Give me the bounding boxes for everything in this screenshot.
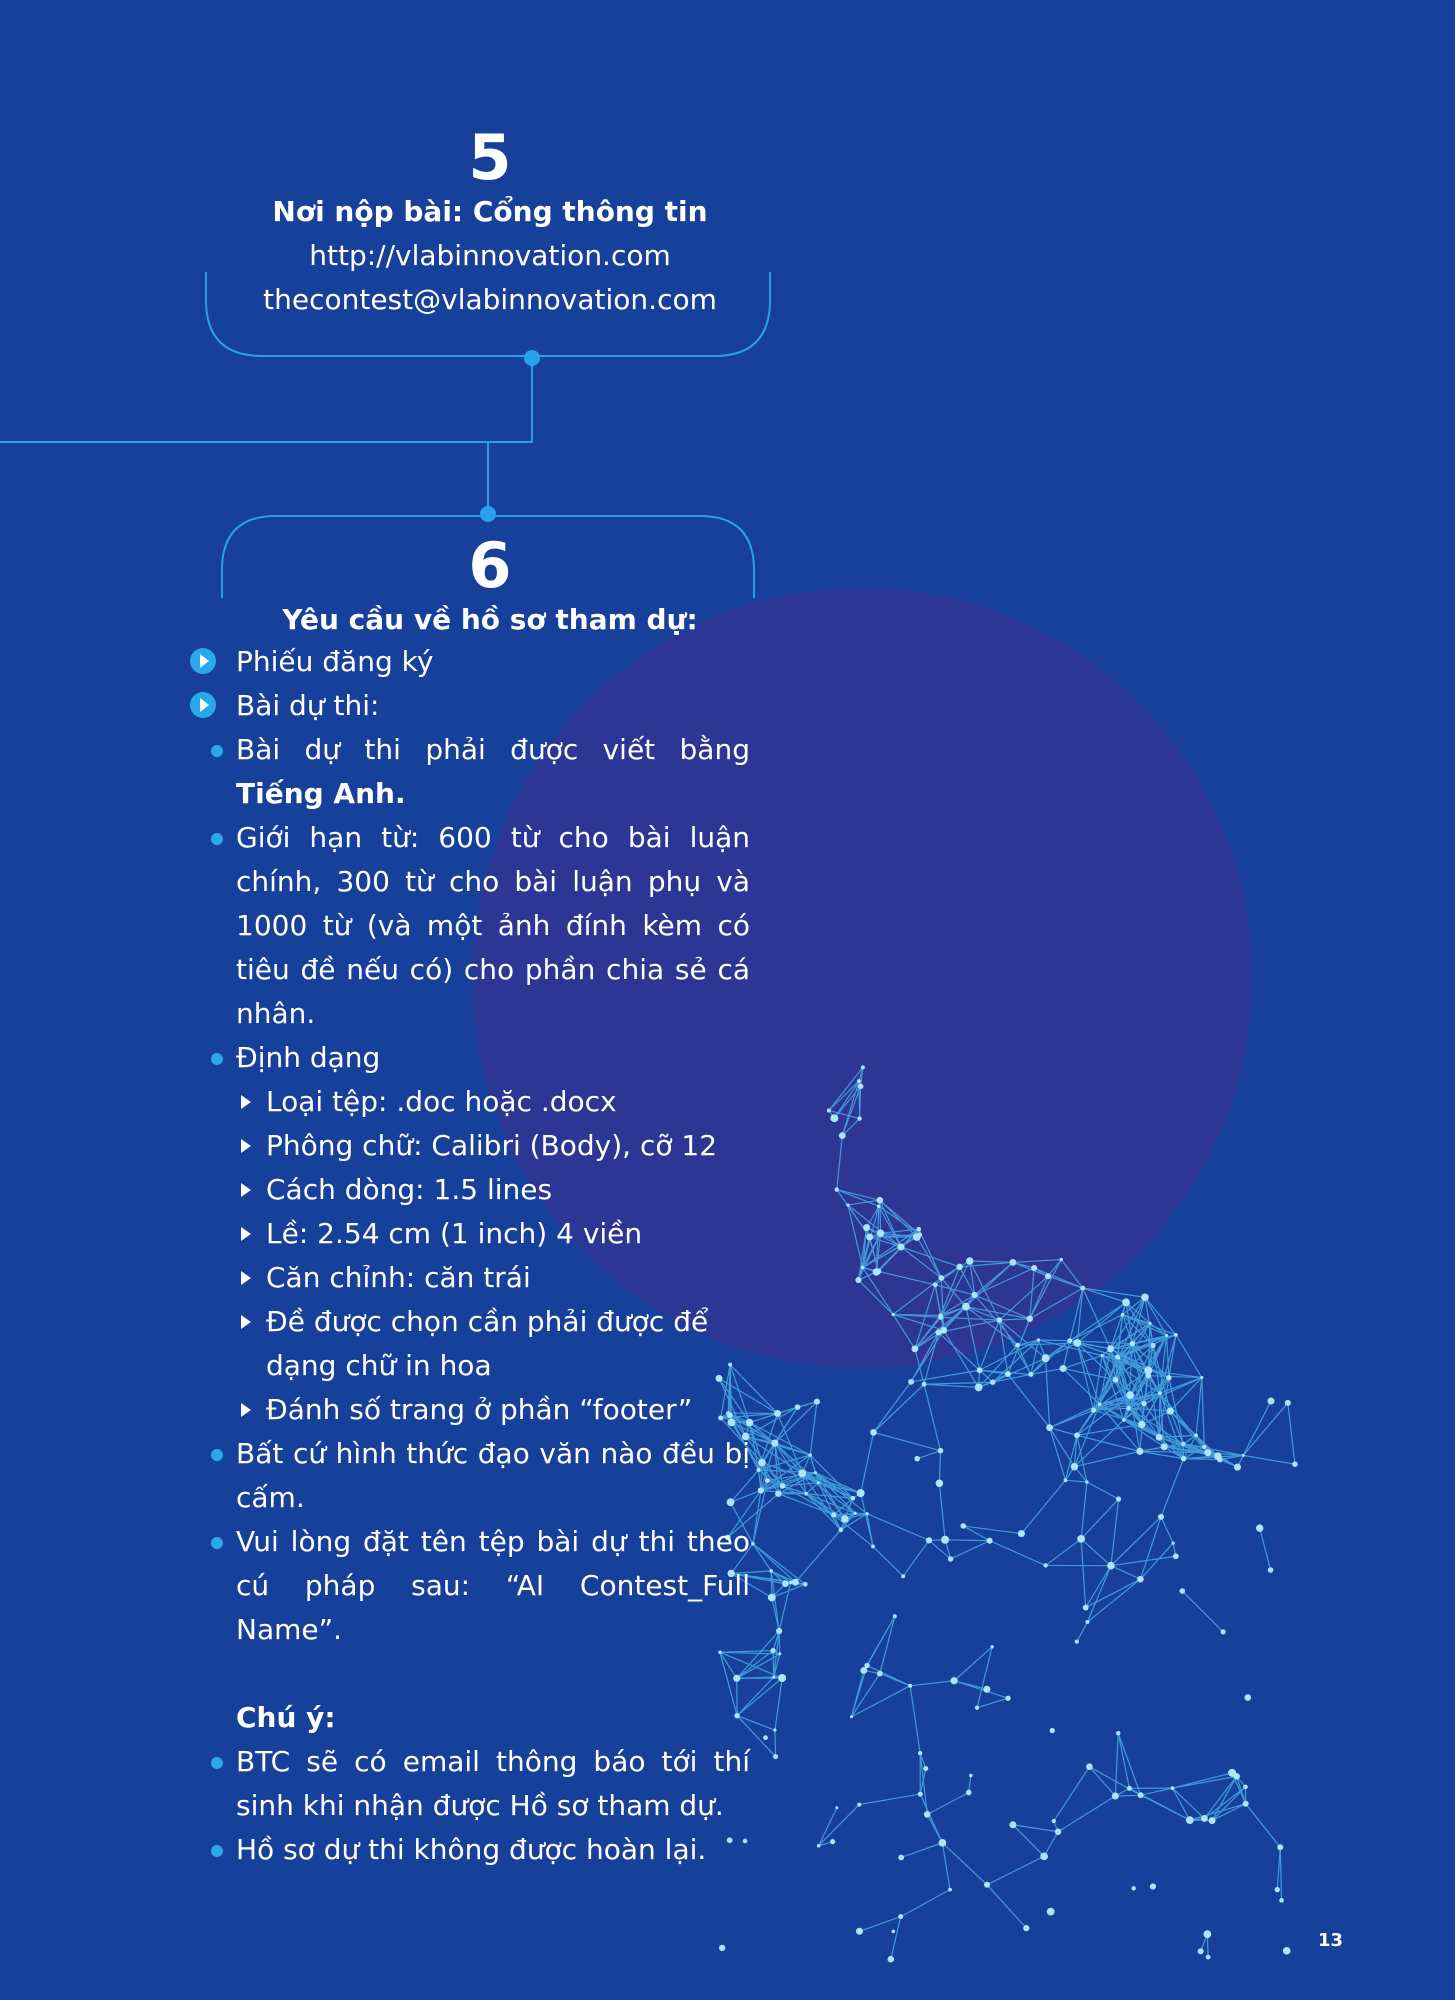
format-item: Phông chữ: Calibri (Body), cỡ 12 xyxy=(180,1124,750,1168)
caret-right-icon xyxy=(241,1227,251,1241)
play-circle-icon xyxy=(190,692,216,718)
caret-right-icon xyxy=(241,1139,251,1153)
list-item: Bài dự thi: xyxy=(180,684,750,728)
rule-format: Định dạng xyxy=(180,1036,750,1080)
rule-language: Bài dự thi phải được viết bằng Tiếng Anh. xyxy=(180,728,750,816)
caret-right-icon xyxy=(241,1403,251,1417)
bullet-dot-icon xyxy=(211,1537,223,1549)
connector-dot-top xyxy=(524,350,540,366)
note-item: BTC sẽ có email thông báo tới thí sinh khi nhận được Hồ sơ tham dự. xyxy=(180,1740,750,1828)
section6-heading: Yêu cầu về hồ sơ tham dự: xyxy=(282,603,698,636)
bullet-dot-icon xyxy=(211,1845,223,1857)
bullet-dot-icon xyxy=(211,833,223,845)
bullet-dot-icon xyxy=(211,1449,223,1461)
note-title: Chú ý: xyxy=(236,1701,336,1734)
format-item: Loại tệp: .doc hoặc .docx xyxy=(180,1080,750,1124)
format-item: Cách dòng: 1.5 lines xyxy=(180,1168,750,1212)
caret-right-icon xyxy=(241,1271,251,1285)
note-item: Hồ sơ dự thi không được hoàn lại. xyxy=(180,1828,750,1872)
caret-right-icon xyxy=(241,1095,251,1109)
page-number: 13 xyxy=(1318,1930,1344,1951)
section6-number: 6 xyxy=(468,529,512,602)
rule-plagiarism: Bất cứ hình thức đạo văn nào đều bị cấm. xyxy=(180,1432,750,1520)
rule-word-limit: Giới hạn từ: 600 từ cho bài luận chính, 300 từ cho bài luận phụ và 1000 từ (và một ảnh đính kèm có tiêu đề nếu có) cho phần chia sẻ cá nhân. xyxy=(180,816,750,1036)
format-item: Lề: 2.54 cm (1 inch) 4 viền xyxy=(180,1212,750,1256)
section5-heading: Nơi nộp bài: Cổng thông tin xyxy=(272,195,708,228)
caret-right-icon xyxy=(241,1315,251,1329)
section5-email[interactable]: thecontest@vlabinnovation.com xyxy=(263,283,717,316)
bullet-dot-icon xyxy=(211,1053,223,1065)
connector-path xyxy=(0,356,532,514)
format-item: Căn chỉnh: căn trái xyxy=(180,1256,750,1300)
rule-file-name: Vui lòng đặt tên tệp bài dự thi theo cú pháp sau: “AI Contest_Full Name”. xyxy=(180,1520,750,1652)
section5-url[interactable]: http://vlabinnovation.com xyxy=(309,239,671,272)
bullet-dot-icon xyxy=(211,745,223,757)
section5-number: 5 xyxy=(468,121,512,194)
section6-content xyxy=(180,640,750,1872)
caret-right-icon xyxy=(241,1183,251,1197)
connector-dot-bottom xyxy=(480,506,496,522)
network-hand-graphic xyxy=(719,1067,1295,1959)
format-item: Đánh số trang ở phần “footer” xyxy=(180,1388,750,1432)
bullet-dot-icon xyxy=(211,1757,223,1769)
section5 xyxy=(190,121,790,322)
play-circle-icon xyxy=(190,648,216,674)
section6-header xyxy=(190,529,790,642)
format-item: Đề được chọn cần phải được để dạng chữ in hoa xyxy=(180,1300,750,1388)
list-item: Phiếu đăng ký xyxy=(180,640,750,684)
